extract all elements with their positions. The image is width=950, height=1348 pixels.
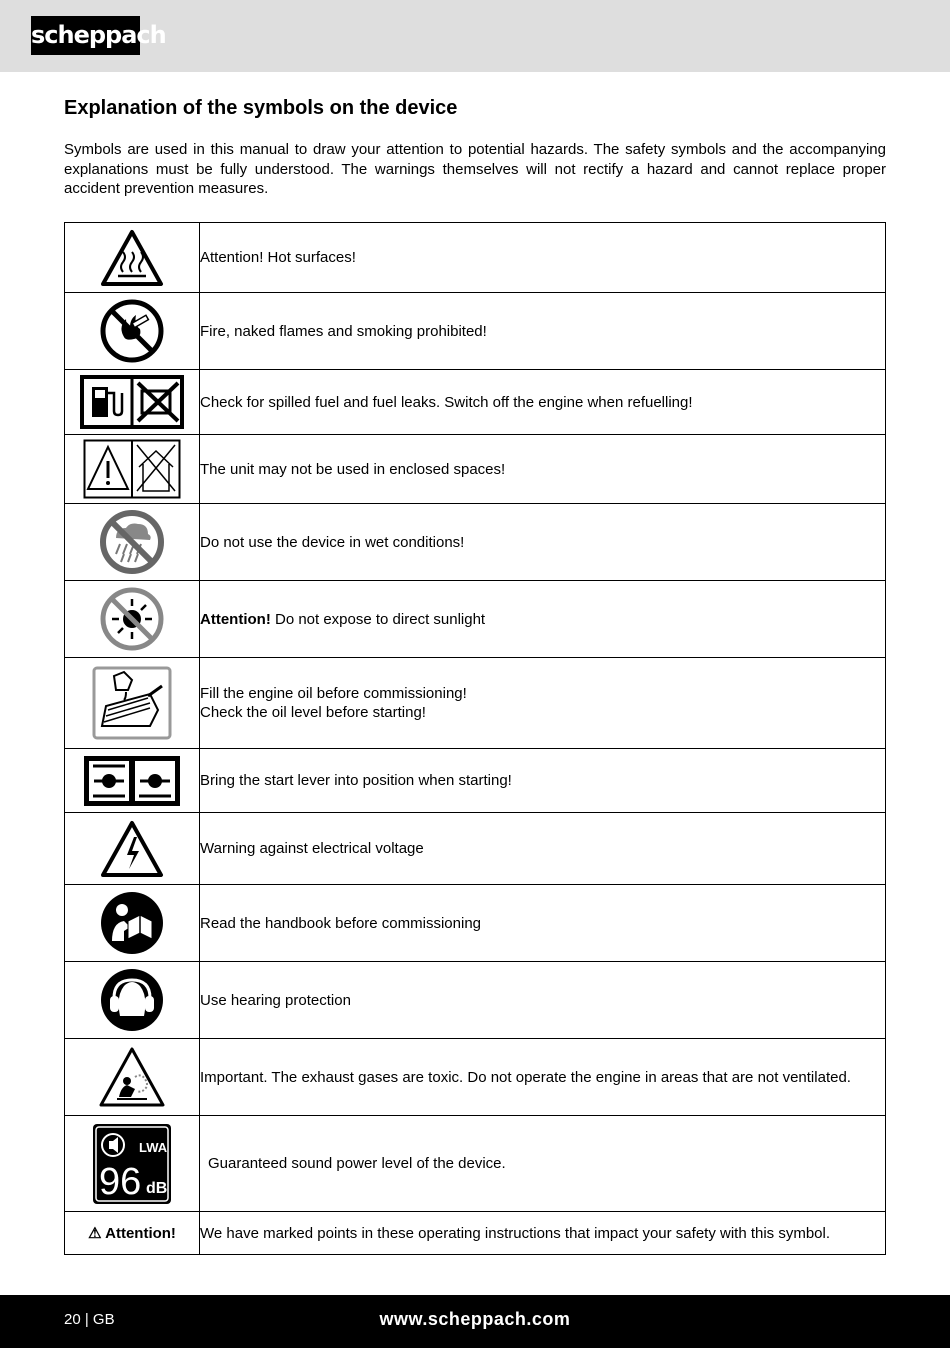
start-lever-icon	[65, 756, 199, 806]
row-text: Important. The exhaust gases are toxic. Do not operate the engine in areas that are not ventilated.	[200, 1039, 886, 1116]
no-fire-smoking-icon	[65, 297, 199, 365]
row-text: We have marked points in these operating instructions that impact your safety with this symbol.	[200, 1212, 886, 1255]
row-text: Use hearing protection	[200, 962, 886, 1039]
sound-power-level-icon	[65, 1124, 199, 1204]
row-text: Bring the start lever into position when starting!	[200, 749, 886, 813]
page-number: 20 | GB	[64, 1311, 115, 1328]
table-row	[65, 962, 886, 1039]
table-row	[65, 813, 886, 885]
row-text: Guaranteed sound power level of the device.	[200, 1116, 886, 1212]
read-manual-icon	[65, 891, 199, 955]
row-text: Warning against electrical voltage	[200, 813, 886, 885]
table-row	[65, 370, 886, 435]
hot-surface-warning-icon	[65, 228, 199, 288]
row-text	[200, 581, 886, 658]
no-enclosed-spaces-icon	[65, 439, 199, 499]
table-row	[65, 1116, 886, 1212]
row-text-rest: Do not expose to direct sunlight	[270, 610, 486, 628]
table-row	[65, 435, 886, 504]
fuel-engine-off-icon	[65, 375, 199, 429]
attention-triangle-icon: ⚠ Attention!	[65, 1212, 200, 1255]
table-row	[65, 749, 886, 813]
row-text-line2: Check the oil level before starting!	[200, 704, 426, 721]
lwa-label: LWA	[139, 1139, 168, 1155]
db-unit: dB	[146, 1179, 168, 1197]
no-sunlight-icon	[65, 585, 199, 653]
attention-bold-label: Attention!	[200, 610, 271, 628]
table-row	[65, 293, 886, 370]
toxic-exhaust-icon	[65, 1045, 199, 1109]
page-title: Explanation of the symbols on the device	[64, 97, 458, 119]
engine-oil-icon	[65, 666, 199, 740]
row-text: Fill the engine oil before commissioning!	[200, 685, 467, 702]
header-band	[0, 0, 950, 72]
table-row	[65, 223, 886, 293]
row-text: Read the handbook before commissioning	[200, 885, 886, 962]
row-text: Fire, naked flames and smoking prohibited!	[200, 293, 886, 370]
no-wet-conditions-icon	[65, 508, 199, 576]
table-row	[65, 658, 886, 749]
table-row	[65, 885, 886, 962]
db-value: 96	[99, 1160, 142, 1203]
intro-paragraph: Symbols are used in this manual to draw your attention to potential hazards. The safety symbols and the accompanying explanations must be fully understood. The warnings themselves will not rectify a hazard and cannot replace proper accident prevention measures.	[64, 141, 886, 197]
table-row	[65, 1039, 886, 1116]
hearing-protection-icon	[65, 968, 199, 1032]
table-row	[65, 1212, 886, 1255]
footer-band	[0, 1295, 950, 1348]
table-row	[65, 504, 886, 581]
symbols-table	[64, 222, 886, 1255]
row-text: Check for spilled fuel and fuel leaks. Switch off the engine when refuelling!	[200, 370, 886, 435]
website-link[interactable]: www.scheppach.com	[379, 1309, 571, 1329]
electrical-voltage-icon	[65, 819, 199, 879]
row-text: Do not use the device in wet conditions!	[200, 504, 886, 581]
row-text: Attention! Hot surfaces!	[200, 223, 886, 293]
table-row	[65, 581, 886, 658]
row-text: The unit may not be used in enclosed spaces!	[200, 435, 886, 504]
scheppach-logo: scheppach	[31, 16, 140, 55]
